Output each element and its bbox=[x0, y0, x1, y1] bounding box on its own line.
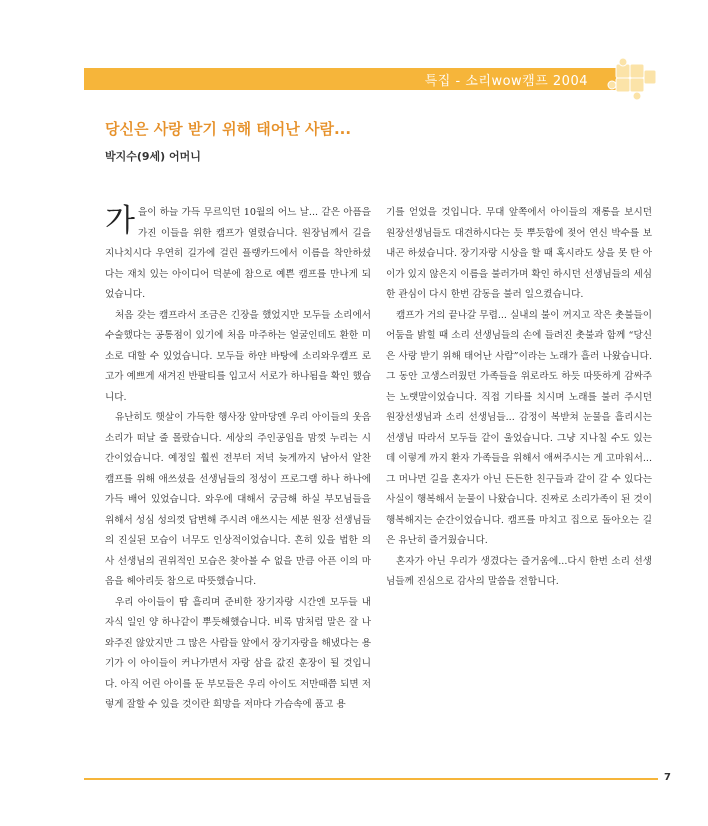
page-number: 7 bbox=[664, 772, 671, 783]
paragraph: 기를 얻었을 것입니다. 무대 앞쪽에서 아이들의 재롱을 보시던 원장선생님들도 대견하시다는 듯 뿌듯함에 젖어 연신 박수를 보내곤 하셨습니다. 장기자랑 시상을 할 때 혹시라도 상을 못 탄 아이가 있지 않은지 이름을 불러가며 확인 하시던 선생님들의 세심한 관심이 다시 한번 감동을 불러 일으켰습니다. bbox=[386, 207, 652, 300]
section-label: 특집 - 소리wow캠프 2004 bbox=[424, 74, 588, 89]
footer-divider bbox=[84, 778, 658, 780]
article-author: 박지수(9세) 어머니 bbox=[105, 150, 201, 163]
puzzle-decoration-icon bbox=[606, 56, 658, 102]
paragraph: 가을이 하늘 가득 무르익던 10월의 어느 날... 같은 아픔을 가진 이들을 위한 캠프가 열렸습니다. 원장님께서 길을 지나치시다 우연히 길가에 걸린 플랭카드에서 이름을 착안하셨다는 재치 있는 아이디어 덕분에 참으로 예쁜 캠프를 만나게 되었습니다. bbox=[105, 203, 371, 300]
paragraph: 처음 갖는 캠프라서 조금은 긴장을 했었지만 모두들 소리에서 수술했다는 공통점이 있기에 처음 마주하는 얼굴인데도 환한 미소로 대할 수 있었습니다. 모두들 하얀 바탕에 소리와우캠프 로고가 예쁘게 새겨진 반팔티를 입고서 서로가 하나됨을 확인 했습니다. bbox=[105, 309, 371, 403]
article-title: 당신은 사랑 받기 위해 태어난 사람... bbox=[105, 120, 352, 138]
paragraph: 혼자가 아닌 우리가 생겼다는 즐거움에...다시 한번 소리 선생님들께 진심으로 감사의 말씀을 전합니다. bbox=[386, 555, 652, 587]
paragraph: 유난히도 햇살이 가득한 행사장 앞마당엔 우리 아이들의 웃음소리가 떠날 줄 몰랐습니다. 세상의 주인공임을 맘껏 누리는 시간이었습니다. 예정일 훨씬 전부터 저녁 늦게까지 남아서 알찬 캠프를 위해 애쓰셨을 선생님들의 정성이 프로그램 하나 하나에 가득 배어 있었습니다. 와우에 대해서 궁금해 하실 부모님들을 위해서 성심 성의껏 답변해 주시려 애쓰시는 세분 원장 선생님들의 진실된 모습이 너무도 인상적이었습니다. 흔히 있을 법한 의사 선생님의 권위적인 모습은 찾아볼 수 없을 만큼 아픈 이의 마음을 헤아리듯 참으로 따뜻했습니다. bbox=[105, 412, 371, 587]
section-header-bar bbox=[84, 68, 624, 90]
article-column-right bbox=[386, 203, 652, 593]
article-column-left bbox=[105, 203, 371, 716]
drop-cap: 가 bbox=[105, 203, 135, 239]
paragraph: 캠프가 거의 끝나갈 무렵... 실내의 불이 꺼지고 작은 촛불들이 어둠을 밝힐 때 소리 선생님들의 손에 들려진 촛불과 함께 “당신은 사랑 받기 위해 태어난 사람”이라는 노래가 흘러 나왔습니다. 그 동안 고생스러웠던 가족들을 위로라도 하듯 따뜻하게 감싸주는 노랫말이었습니다. 직접 기타를 치시며 노래를 불러 주시던 원장선생님과 소리 선생님들... 감정이 복받쳐 눈물을 흘리시는 선생님 따라서 모두들 같이 울었습니다. 그냥 지나칠 수도 있는데 이렇게 까지 환자 가족들을 위해서 애써주시는 게 고마워서... 그 머나먼 길을 혼자가 아닌 든든한 친구들과 같이 갈 수 있다는 사실이 행복해서 눈물이 나왔습니다. 진짜로 소리가족이 된 것이 행복해지는 순간이었습니다. 캠프를 마치고 집으로 돌아오는 길은 유난히 즐거웠습니다. bbox=[386, 309, 652, 546]
paragraph: 우리 아이들이 땀 흘리며 준비한 장기자랑 시간엔 모두들 내 자식 일인 양 하나같이 뿌듯해했습니다. 비록 맘처럼 말은 잘 나와주진 않았지만 그 많은 사람들 앞에서 장기자랑을 해냈다는 용기가 이 아이들이 커나가면서 자랑 삼을 값진 훈장이 될 것입니다. 아직 어린 아이를 둔 부모들은 우리 아이도 저만때쯤 되면 저렇게 잘할 수 있을 것이란 희망을 저마다 가슴속에 품고 용 bbox=[105, 596, 371, 710]
